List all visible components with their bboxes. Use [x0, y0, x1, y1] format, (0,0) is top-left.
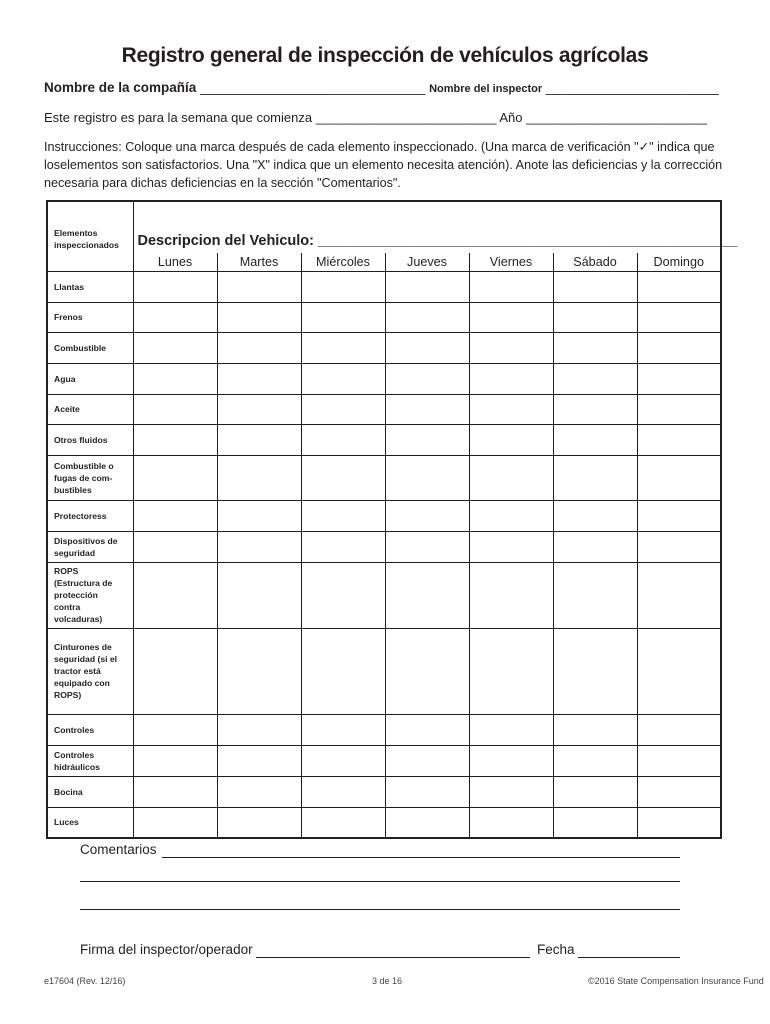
item-label: Aceite: [47, 394, 133, 424]
check-cell[interactable]: [133, 394, 217, 424]
signature-row: [80, 942, 253, 957]
check-cell[interactable]: [385, 455, 469, 500]
check-cell[interactable]: [553, 628, 637, 714]
vehicle-field[interactable]: ____________________________________________________: [317, 233, 738, 249]
check-cell[interactable]: [469, 363, 553, 394]
check-cell[interactable]: [301, 455, 385, 500]
check-cell[interactable]: [301, 271, 385, 302]
check-cell[interactable]: [553, 807, 637, 838]
check-cell[interactable]: [217, 394, 301, 424]
inspector-field[interactable]: _______________________: [545, 80, 719, 95]
date-label: Fecha: [537, 942, 575, 957]
check-cell[interactable]: [133, 271, 217, 302]
check-cell[interactable]: [301, 302, 385, 332]
check-cell[interactable]: [217, 302, 301, 332]
check-cell[interactable]: [553, 745, 637, 776]
table-row: [47, 714, 721, 745]
check-cell[interactable]: [301, 776, 385, 807]
check-cell[interactable]: [637, 776, 721, 807]
item-label: Otros fluidos: [47, 424, 133, 455]
check-cell[interactable]: [637, 394, 721, 424]
check-cell[interactable]: [217, 745, 301, 776]
check-cell[interactable]: [217, 562, 301, 628]
day-header-4: Viernes: [469, 253, 553, 271]
comments-line-1[interactable]: [162, 857, 680, 858]
table-row: [47, 807, 721, 838]
check-cell[interactable]: [637, 302, 721, 332]
check-cell[interactable]: [469, 424, 553, 455]
check-cell[interactable]: [637, 332, 721, 363]
check-cell[interactable]: [385, 500, 469, 531]
check-cell[interactable]: [133, 745, 217, 776]
check-cell[interactable]: [385, 302, 469, 332]
form-id: e17604 (Rev. 12/16): [44, 976, 126, 986]
check-cell[interactable]: [133, 500, 217, 531]
table-row: [47, 271, 721, 302]
day-header-3: Jueves: [385, 253, 469, 271]
day-header-2: Miércoles: [301, 253, 385, 271]
check-cell[interactable]: [217, 500, 301, 531]
check-cell[interactable]: [553, 394, 637, 424]
vehicle-label: Descripcion del Vehiculo:: [137, 233, 314, 249]
check-cell[interactable]: [385, 807, 469, 838]
check-cell[interactable]: [469, 745, 553, 776]
check-cell[interactable]: [637, 745, 721, 776]
check-cell[interactable]: [553, 776, 637, 807]
company-field[interactable]: ______________________________: [200, 80, 426, 95]
check-cell[interactable]: [385, 714, 469, 745]
check-cell[interactable]: [217, 628, 301, 714]
item-label: ROPS (Estructura de protección contra volcaduras): [47, 562, 133, 628]
check-cell[interactable]: [469, 394, 553, 424]
check-cell[interactable]: [637, 628, 721, 714]
check-cell[interactable]: [385, 776, 469, 807]
day-header-5: Sábado: [553, 253, 637, 271]
check-cell[interactable]: [301, 363, 385, 394]
table-row: [47, 394, 721, 424]
check-cell[interactable]: [637, 424, 721, 455]
table-row: [47, 424, 721, 455]
check-cell[interactable]: [301, 807, 385, 838]
comments-label: Comentarios: [80, 842, 157, 857]
day-header-1: Martes: [217, 253, 301, 271]
check-cell[interactable]: [385, 628, 469, 714]
year-field[interactable]: _________________________: [526, 110, 707, 125]
table-row: [47, 745, 721, 776]
check-cell[interactable]: [301, 531, 385, 562]
check-cell[interactable]: [301, 745, 385, 776]
table-row: [47, 500, 721, 531]
check-cell[interactable]: [217, 531, 301, 562]
item-label: Bocina: [47, 776, 133, 807]
check-cell[interactable]: [385, 745, 469, 776]
item-label: Agua: [47, 363, 133, 394]
check-cell[interactable]: [469, 332, 553, 363]
check-cell[interactable]: [301, 714, 385, 745]
check-cell[interactable]: [133, 455, 217, 500]
week-field[interactable]: _________________________: [315, 110, 497, 125]
check-cell[interactable]: [301, 394, 385, 424]
check-cell[interactable]: [637, 531, 721, 562]
check-cell[interactable]: [133, 424, 217, 455]
check-cell[interactable]: [301, 424, 385, 455]
inspector-label: Nombre del inspector: [429, 83, 543, 95]
check-cell[interactable]: [217, 455, 301, 500]
check-cell[interactable]: [469, 562, 553, 628]
check-cell[interactable]: [553, 302, 637, 332]
check-cell[interactable]: [301, 628, 385, 714]
item-label: Combustible o fugas de com-bustibles: [47, 455, 133, 500]
check-cell[interactable]: [637, 271, 721, 302]
check-cell[interactable]: [637, 455, 721, 500]
week-label: Este registro es para la semana que comienza: [44, 110, 313, 125]
check-cell[interactable]: [469, 531, 553, 562]
check-cell[interactable]: [553, 363, 637, 394]
comments-line-3[interactable]: [80, 909, 680, 910]
check-cell[interactable]: [133, 531, 217, 562]
day-header-0: Lunes: [133, 253, 217, 271]
check-cell[interactable]: [637, 500, 721, 531]
check-cell[interactable]: [553, 562, 637, 628]
copyright: ©2016 State Compensation Insurance Fund: [588, 976, 764, 986]
check-cell[interactable]: [553, 271, 637, 302]
check-cell[interactable]: [469, 776, 553, 807]
check-cell[interactable]: [637, 714, 721, 745]
check-cell[interactable]: [469, 302, 553, 332]
check-cell[interactable]: [637, 363, 721, 394]
item-label: Luces: [47, 807, 133, 838]
page-title: Registro general de inspección de vehículos agrícolas: [121, 44, 649, 67]
table-row: [47, 562, 721, 628]
check-cell[interactable]: [553, 500, 637, 531]
check-cell[interactable]: [553, 531, 637, 562]
table-row: [47, 776, 721, 807]
comments-line-2[interactable]: [80, 881, 680, 882]
check-cell[interactable]: [469, 807, 553, 838]
item-label: Combustible: [47, 332, 133, 363]
check-cell[interactable]: [217, 363, 301, 394]
check-cell[interactable]: [469, 455, 553, 500]
check-cell[interactable]: [133, 714, 217, 745]
company-label: Nombre de la compañía: [44, 80, 197, 95]
table-row: [47, 302, 721, 332]
signature-line[interactable]: [256, 957, 530, 958]
date-row: [537, 942, 575, 957]
table-row: [47, 363, 721, 394]
instructions: Instrucciones: Coloque una marca después de cada elemento inspeccionado. (Una marca de verificación "✓" indica que loselementos son satisfactorios. Una "X" indica que un elemento necesita atención). Anote las deficiencias y la corrección necesaria para dichas deficiencias en la sección "Comentarios".: [44, 140, 723, 190]
check-cell[interactable]: [385, 531, 469, 562]
check-cell[interactable]: [385, 271, 469, 302]
check-cell[interactable]: [133, 562, 217, 628]
check-cell[interactable]: [217, 424, 301, 455]
item-label: Llantas: [47, 271, 133, 302]
items-header: Elementos inspeccionados: [47, 201, 133, 271]
check-cell[interactable]: [133, 332, 217, 363]
vehicle-description: [133, 201, 738, 253]
page-number: 3 de 16: [372, 976, 403, 986]
week-year-line: [44, 110, 707, 125]
item-label: Frenos: [47, 302, 133, 332]
check-cell[interactable]: [133, 363, 217, 394]
year-label: Año: [499, 110, 523, 125]
check-cell[interactable]: [385, 424, 469, 455]
check-cell[interactable]: [385, 332, 469, 363]
item-label: Controles hidráulicos: [47, 745, 133, 776]
table-row: [47, 332, 721, 363]
table-row: [47, 628, 721, 714]
check-cell[interactable]: [469, 271, 553, 302]
item-label: Cinturones de seguridad (si el tractor está equipado con ROPS): [47, 628, 133, 714]
check-cell[interactable]: [553, 424, 637, 455]
check-cell[interactable]: [301, 332, 385, 363]
company-inspector-line: [44, 80, 719, 95]
check-cell[interactable]: [553, 714, 637, 745]
check-cell[interactable]: [637, 562, 721, 628]
check-cell[interactable]: [385, 562, 469, 628]
check-cell[interactable]: [469, 628, 553, 714]
check-cell[interactable]: [133, 628, 217, 714]
check-cell[interactable]: [217, 776, 301, 807]
check-cell[interactable]: [301, 500, 385, 531]
check-cell[interactable]: [217, 332, 301, 363]
check-cell[interactable]: [637, 807, 721, 838]
comments-row: [80, 842, 157, 857]
item-label: Controles: [47, 714, 133, 745]
item-label: Dispositivos de seguridad: [47, 531, 133, 562]
check-cell[interactable]: [217, 807, 301, 838]
item-label: Protectoress: [47, 500, 133, 531]
date-line[interactable]: [578, 957, 680, 958]
table-row: [47, 531, 721, 562]
check-cell[interactable]: [217, 271, 301, 302]
check-cell[interactable]: [133, 807, 217, 838]
check-cell[interactable]: [133, 302, 217, 332]
days-header-row: [47, 253, 721, 271]
check-cell[interactable]: [385, 363, 469, 394]
check-cell[interactable]: [133, 776, 217, 807]
signature-label: Firma del inspector/operador: [80, 942, 253, 957]
check-cell[interactable]: [469, 500, 553, 531]
table-row: [47, 455, 721, 500]
check-cell[interactable]: [553, 455, 637, 500]
day-header-6: Domingo: [637, 253, 721, 271]
check-cell[interactable]: [469, 714, 553, 745]
check-cell[interactable]: [301, 562, 385, 628]
check-cell[interactable]: [217, 714, 301, 745]
check-cell[interactable]: [385, 394, 469, 424]
inspection-table: [46, 200, 738, 839]
check-cell[interactable]: [553, 332, 637, 363]
